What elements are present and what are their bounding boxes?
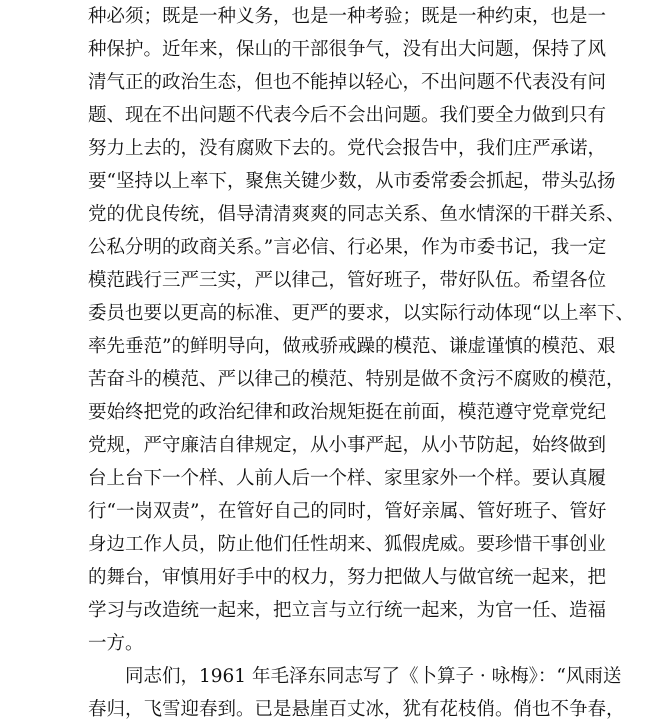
document-page xyxy=(88,0,634,720)
text-line: 春归，飞雪迎春到。已是悬崖百丈冰，犹有花枝俏。俏也不争春， xyxy=(88,699,625,720)
text-line: 模范践行三严三实，严以律己，管好班子，带好队伍。希望各位 xyxy=(88,270,607,291)
text-line: 苦奋斗的模范、严以律己的模范、特别是做不贪污不腐败的模范， xyxy=(88,369,625,390)
text-line: 行“一岗双责”，在管好自己的同时，管好亲属、管好班子、管好 xyxy=(88,501,607,522)
text-line: 党的优良传统，倡导清清爽爽的同志关系、鱼水情深的干群关系、 xyxy=(88,204,625,225)
text-line: 的舞台，审慎用好手中的权力，努力把做人与做官统一起来，把 xyxy=(88,567,607,588)
text-line: 学习与改造统一起来，把立言与立行统一起来，为官一任、造福 xyxy=(88,600,607,621)
text-line: 公私分明的政商关系。”言必信、行必果，作为市委书记，我一定 xyxy=(88,237,607,258)
text-line: 种必须；既是一种义务，也是一种考验；既是一种约束，也是一 xyxy=(88,6,607,27)
text-line: 要“坚持以上率下，聚焦关键少数，从市委常委会抓起，带头弘扬 xyxy=(88,171,616,192)
text-line: 题、现在不出问题不代表今后不会出问题。我们要全力做到只有 xyxy=(88,105,607,126)
text-line: 种保护。近年来，保山的干部很争气，没有出大问题，保持了风 xyxy=(88,39,607,60)
text-line: 清气正的政治生态，但也不能掉以轻心，不出问题不代表没有问 xyxy=(88,72,607,93)
text-line: 身边工作人员，防止他们任性胡来、狐假虎威。要珍惜干事创业 xyxy=(88,534,607,555)
text-line: 党规，严守廉洁自律规定，从小事严起，从小节防起，始终做到 xyxy=(88,435,607,456)
text-line: 要始终把党的政治纪律和政治规矩挺在前面，模范遵守党章党纪 xyxy=(88,402,607,423)
text-line: 努力上去的，没有腐败下去的。党代会报告中，我们庄严承诺， xyxy=(88,138,607,159)
text-line: 委员也要以更高的标准、更严的要求，以实际行动体现“以上率下、 xyxy=(88,303,634,324)
text-line: 台上台下一个样、人前人后一个样、家里家外一个样。要认真履 xyxy=(88,468,607,489)
text-line: 率先垂范”的鲜明导向，做戒骄戒躁的模范、谦虚谨慎的模范、艰 xyxy=(88,336,616,357)
paragraph-first-line: 同志们，1961 年毛泽东同志写了《卜算子 · 咏梅》：“风雨送 xyxy=(125,666,622,687)
text-line: 一方。 xyxy=(88,633,144,654)
